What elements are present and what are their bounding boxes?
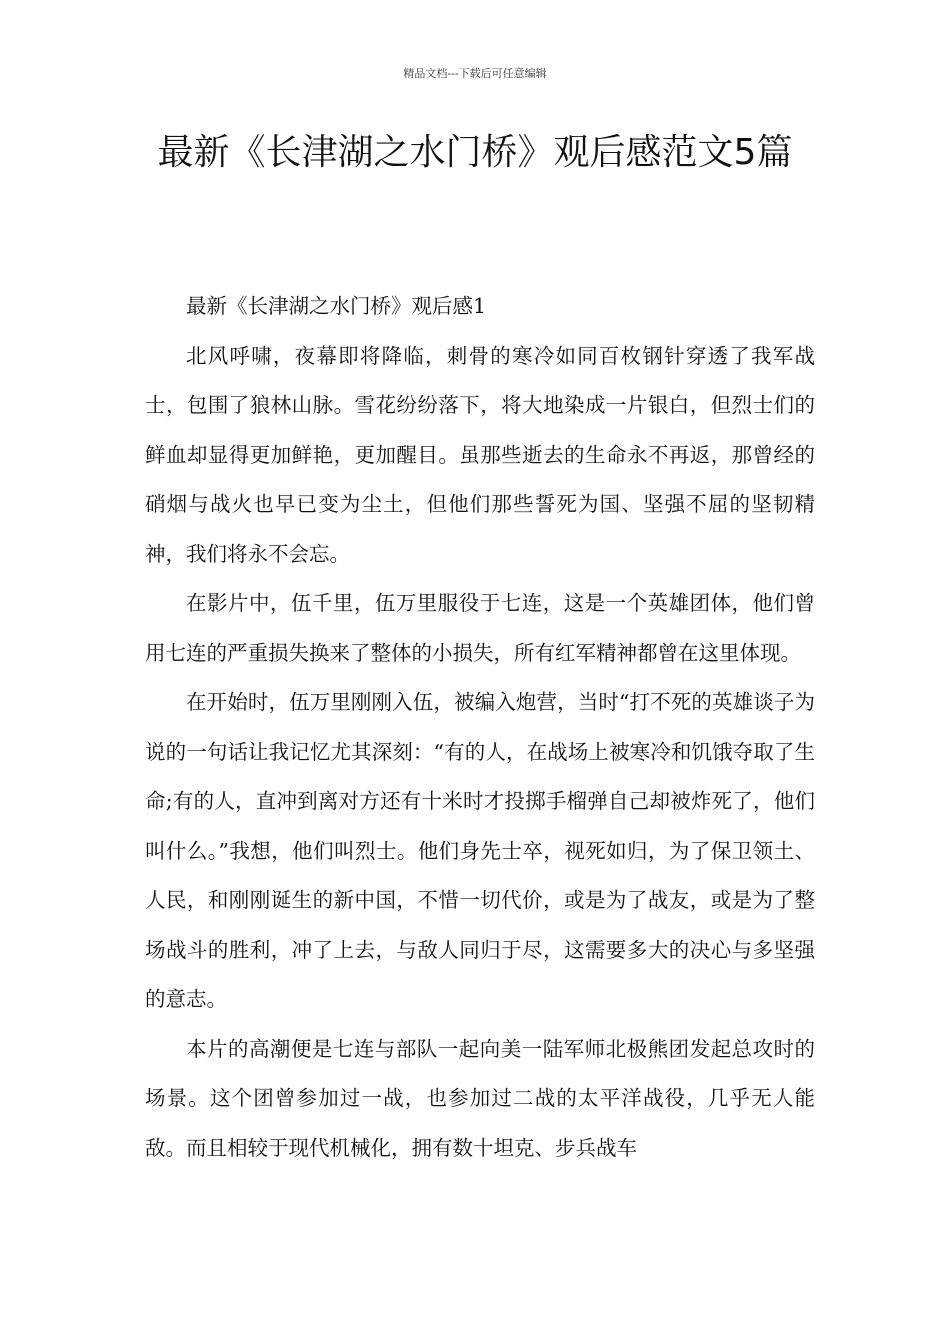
body-paragraph-3: 在开始时，伍万里刚刚入伍，被编入炮营，当时“打不死的英雄谈子为说的一句话让我记忆尤其深刻：“有的人，在战场上被寒冷和饥饿夺取了生命;有的人，直冲到离对方还有十米时才投掷手榴弹自己却被炸死了，他们叫什么。”我想，他们叫烈士。他们身先士卒，视死如归，为了保卫领土、人民，和刚刚诞生的新中国，不惜一切代价，或是为了战友，或是为了整场战斗的胜利，冲了上去，与敌人同归于尽，这需要多大的决心与多坚强的意志。: [145, 690, 815, 1011]
document-body: [145, 282, 815, 1173]
section-heading: 最新《长津湖之水门桥》观后感1: [186, 294, 487, 318]
body-paragraph-2: 在影片中，伍千里，伍万里服役于七连，这是一个英雄团体，他们曾用七连的严重损失换来了整体的小损失，所有红军精神都曾在这里体现。: [145, 591, 815, 665]
page-header-note: 精品文档---下载后可任意编辑: [403, 67, 547, 80]
body-paragraph-4: 本片的高潮便是七连与部队一起向美一陆军师北极熊团发起总攻时的场景。这个团曾参加过一战，也参加过二战的太平洋战役，几乎无人能敌。而且相较于现代机械化，拥有数十坦克、步兵战车: [145, 1036, 815, 1160]
document-title: 最新《长津湖之水门桥》观后感范文5篇: [157, 132, 793, 173]
body-paragraph-1: 北风呼啸，夜幕即将降临，刺骨的寒冷如同百枚钢针穿透了我军战士，包围了狼林山脉。雪花纷纷落下，将大地染成一片银白，但烈士们的鲜血却显得更加鲜艳，更加醒目。虽那些逝去的生命永不再返，那曾经的硝烟与战火也早已变为尘土，但他们那些誓死为国、坚强不屈的坚韧精神，我们将永不会忘。: [145, 343, 815, 566]
